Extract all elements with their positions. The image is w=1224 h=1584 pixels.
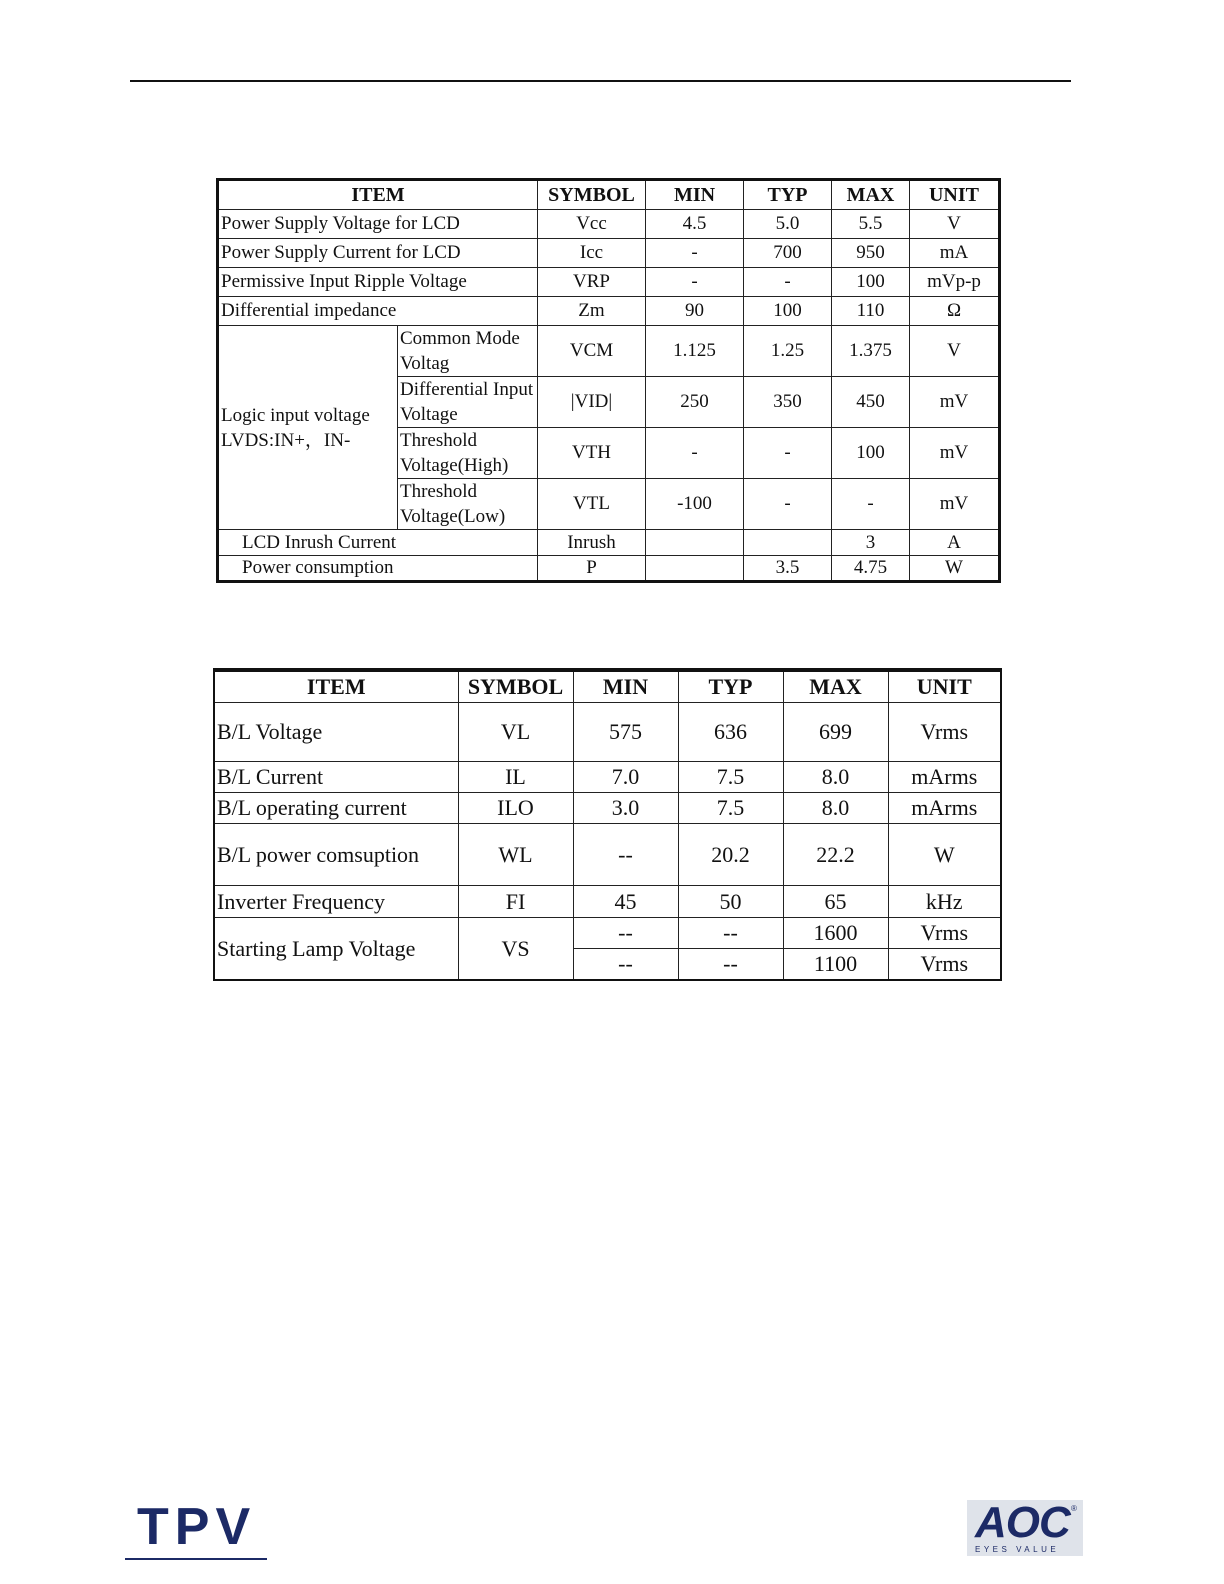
- cell-min: 7.0: [573, 762, 678, 793]
- cell-max: 110: [832, 297, 910, 326]
- logic-label-line2: LVDS:IN+，IN-: [221, 429, 351, 451]
- cell-min: -: [646, 239, 744, 268]
- cell-max: 950: [832, 239, 910, 268]
- cell-typ: 1.25: [744, 326, 832, 377]
- cell-symbol: VS: [458, 918, 573, 981]
- cell-typ: 5.0: [744, 210, 832, 239]
- cell-typ: 350: [744, 377, 832, 428]
- aoc-logo-tagline: EYES VALUE: [975, 1545, 1060, 1554]
- cell-unit: mA: [910, 239, 1000, 268]
- cell-typ: --: [678, 918, 783, 949]
- header-item: ITEM: [214, 670, 458, 703]
- table-row: [218, 326, 1000, 377]
- cell-symbol: FI: [458, 886, 573, 918]
- header-max: MAX: [832, 180, 910, 210]
- cell-min: --: [573, 824, 678, 886]
- cell-item: B/L Current: [214, 762, 458, 793]
- cell-unit: Vrms: [888, 918, 1001, 949]
- cell-item: Starting Lamp Voltage: [214, 918, 458, 981]
- table-row: [214, 886, 1001, 918]
- cell-symbol: P: [538, 556, 646, 582]
- cell-max: 100: [832, 428, 910, 479]
- cell-unit: V: [910, 326, 1000, 377]
- cell-sub-item: Threshold Voltage(Low): [398, 479, 538, 530]
- cell-max: 450: [832, 377, 910, 428]
- header-symbol: SYMBOL: [458, 670, 573, 703]
- cell-item: B/L operating current: [214, 793, 458, 824]
- cell-min: -100: [646, 479, 744, 530]
- cell-unit: mV: [910, 428, 1000, 479]
- cell-sub-item: Differential Input Voltage: [398, 377, 538, 428]
- cell-max: 100: [832, 268, 910, 297]
- header-symbol: SYMBOL: [538, 180, 646, 210]
- cell-typ: -: [744, 268, 832, 297]
- header-typ: TYP: [678, 670, 783, 703]
- cell-unit: Ω: [910, 297, 1000, 326]
- cell-item: B/L Voltage: [214, 703, 458, 762]
- cell-symbol: Zm: [538, 297, 646, 326]
- cell-unit: Vrms: [888, 949, 1001, 981]
- cell-min: 45: [573, 886, 678, 918]
- aoc-registered-mark: ®: [1071, 1504, 1077, 1513]
- cell-min: [646, 556, 744, 582]
- lcd-electrical-characteristics-table: [216, 178, 1001, 583]
- cell-typ: 20.2: [678, 824, 783, 886]
- cell-typ: 50: [678, 886, 783, 918]
- tpv-logo: [137, 1500, 267, 1560]
- cell-symbol: VRP: [538, 268, 646, 297]
- table-row: [214, 793, 1001, 824]
- cell-symbol: ILO: [458, 793, 573, 824]
- table-row: [218, 268, 1000, 297]
- table-row: [218, 556, 1000, 582]
- header-typ: TYP: [744, 180, 832, 210]
- cell-unit: mArms: [888, 762, 1001, 793]
- table-row: [214, 703, 1001, 762]
- header-item: ITEM: [218, 180, 538, 210]
- cell-min: 4.5: [646, 210, 744, 239]
- cell-item: LCD Inrush Current: [218, 530, 538, 556]
- table-row: [214, 824, 1001, 886]
- cell-min: --: [573, 949, 678, 981]
- cell-symbol: VCM: [538, 326, 646, 377]
- cell-item: Differential impedance: [218, 297, 538, 326]
- table-row: [214, 918, 1001, 949]
- cell-typ: 700: [744, 239, 832, 268]
- cell-typ: 7.5: [678, 793, 783, 824]
- cell-symbol: VTH: [538, 428, 646, 479]
- cell-unit: mVp-p: [910, 268, 1000, 297]
- cell-item: Permissive Input Ripple Voltage: [218, 268, 538, 297]
- tpv-logo-underline: [125, 1558, 267, 1560]
- cell-typ: -: [744, 479, 832, 530]
- cell-min: 1.125: [646, 326, 744, 377]
- cell-symbol: |VID|: [538, 377, 646, 428]
- cell-unit: V: [910, 210, 1000, 239]
- cell-item: B/L power comsuption: [214, 824, 458, 886]
- header-min: MIN: [573, 670, 678, 703]
- cell-unit: W: [910, 556, 1000, 582]
- logic-label-line1: Logic input voltage: [221, 404, 370, 426]
- cell-max: 1100: [783, 949, 888, 981]
- cell-min: --: [573, 918, 678, 949]
- cell-symbol: VTL: [538, 479, 646, 530]
- table-row: [218, 297, 1000, 326]
- table-row: [218, 530, 1000, 556]
- cell-unit: W: [888, 824, 1001, 886]
- cell-unit: kHz: [888, 886, 1001, 918]
- header-rule: [130, 80, 1071, 82]
- cell-item: Power Supply Current for LCD: [218, 239, 538, 268]
- aoc-logo: [967, 1500, 1083, 1556]
- cell-unit: A: [910, 530, 1000, 556]
- cell-min: 575: [573, 703, 678, 762]
- cell-unit: mV: [910, 377, 1000, 428]
- cell-item: Power Supply Voltage for LCD: [218, 210, 538, 239]
- header-unit: UNIT: [888, 670, 1001, 703]
- cell-max: 3: [832, 530, 910, 556]
- table-header-row: [218, 180, 1000, 210]
- cell-max: -: [832, 479, 910, 530]
- table-row: [214, 762, 1001, 793]
- table-row: [218, 239, 1000, 268]
- backlight-characteristics-table: [213, 668, 1002, 981]
- cell-symbol: Vcc: [538, 210, 646, 239]
- cell-min: -: [646, 428, 744, 479]
- cell-max: 22.2: [783, 824, 888, 886]
- cell-unit: Vrms: [888, 703, 1001, 762]
- cell-max: 5.5: [832, 210, 910, 239]
- cell-sub-item: Common Mode Voltag: [398, 326, 538, 377]
- cell-min: -: [646, 268, 744, 297]
- cell-min: 250: [646, 377, 744, 428]
- header-unit: UNIT: [910, 180, 1000, 210]
- cell-symbol: WL: [458, 824, 573, 886]
- cell-typ: 100: [744, 297, 832, 326]
- cell-max: 65: [783, 886, 888, 918]
- cell-symbol: Inrush: [538, 530, 646, 556]
- header-min: MIN: [646, 180, 744, 210]
- tpv-logo-text: TPV: [137, 1498, 257, 1556]
- cell-item: Inverter Frequency: [214, 886, 458, 918]
- cell-unit: mArms: [888, 793, 1001, 824]
- cell-min: [646, 530, 744, 556]
- logic-input-group-label: [218, 326, 398, 530]
- cell-item: Power consumption: [218, 556, 538, 582]
- cell-max: 1.375: [832, 326, 910, 377]
- cell-sub-item: Threshold Voltage(High): [398, 428, 538, 479]
- table-row: [218, 210, 1000, 239]
- cell-min: 3.0: [573, 793, 678, 824]
- cell-max: 4.75: [832, 556, 910, 582]
- header-max: MAX: [783, 670, 888, 703]
- cell-min: 90: [646, 297, 744, 326]
- cell-typ: 7.5: [678, 762, 783, 793]
- cell-typ: [744, 530, 832, 556]
- cell-unit: mV: [910, 479, 1000, 530]
- cell-symbol: VL: [458, 703, 573, 762]
- cell-typ: 636: [678, 703, 783, 762]
- cell-typ: 3.5: [744, 556, 832, 582]
- cell-max: 699: [783, 703, 888, 762]
- cell-max: 8.0: [783, 762, 888, 793]
- aoc-logo-text: AOC: [975, 1498, 1070, 1547]
- table-header-row: [214, 670, 1001, 703]
- cell-symbol: IL: [458, 762, 573, 793]
- cell-max: 1600: [783, 918, 888, 949]
- cell-typ: -: [744, 428, 832, 479]
- cell-symbol: Icc: [538, 239, 646, 268]
- cell-typ: --: [678, 949, 783, 981]
- cell-max: 8.0: [783, 793, 888, 824]
